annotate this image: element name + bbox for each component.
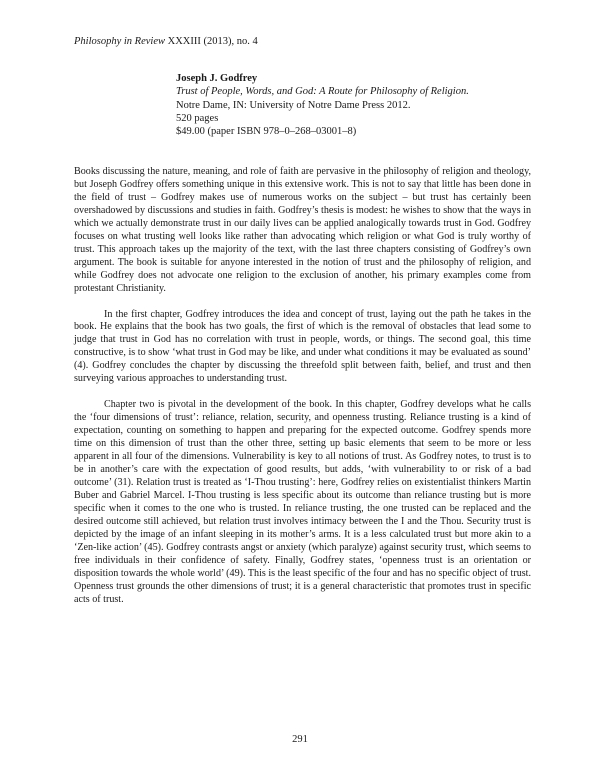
book-price: $49.00 (paper ISBN 978–0–268–03001–8) — [176, 126, 357, 138]
running-head — [74, 35, 258, 48]
book-title: Trust of People, Words, and God: A Route for Philosophy of Religion. — [176, 86, 469, 98]
page-number: 291 — [292, 734, 308, 745]
book-citation — [176, 72, 536, 138]
journal-title: Philosophy in Review — [74, 36, 165, 47]
review-body — [74, 166, 531, 620]
book-publisher: Notre Dame, IN: University of Notre Dame Press 2012. — [176, 99, 411, 111]
book-author: Joseph J. Godfrey — [176, 73, 258, 84]
paragraph-intro: Books discussing the nature, meaning, and role of faith are pervasive in the philosophy of religion and theology, but Joseph Godfrey offers something unique in this extensive work. This is not to say that little has been done in the field of trust – Godfrey makes use of numerous works on the subject – but trust has certainly been overshadowed by discussions and studies in faith. Godfrey’s thesis is modest: he wishes to show that the ways in which we actually demonstrate trust in our daily lives can be applied analogically towards trust in God. Godfrey focuses on what trusting well looks like rather than advocating which religion or what God is truly worthy of trust. This approach takes up the majority of the text, with the last three chapters consisting of Godfrey’s own argument. The book is suitable for anyone interested in the notion of trust and the philosophy of religion, and while Godfrey does not advocate one religion to the exclusion of another, his primary examples come from protestant Christianity. — [74, 166, 531, 294]
journal-issue: XXXIII (2013), no. 4 — [164, 36, 258, 47]
paragraph-chapter-two: Chapter two is pivotal in the development of the book. In this chapter, Godfrey develops what he calls the ‘four dimensions of trust’: reliance, relation, security, and openness trusting. Reliance trusting is a kind of expectation, counting on something to happen and preparing for the expected outcome. Godfrey spends more time on this dimension of trust than the other three, setting up basic elements that seem to be more or less apparent in all four of the dimensions. Vulnerability is key to all notions of trust. As Godfrey notes, to trust is to be in another’s care with the expectation of good results, but adds, ‘with vulnerability to or risk of a bad outcome’ (31). Relation trust is treated as ‘I-Thou trusting’: here, Godfrey relies on existentialist thinkers Martin Buber and Gabriel Marcel. I-Thou trusting is less specific about its outcome than reliance trusting but is more specific when it comes to the one who is trusted. In reliance trusting, the one trusted can be replaced and the desired outcome still achieved, but relation trust involves intimacy between the I and the Thou. Security trust is depicted by the image of an infant sleeping in its mother’s arms. It is a less calculated trust but more akin to a ‘Zen-like action’ (45). Godfrey contrasts angst or anxiety (which paralyze) against security trust, which seems to free individuals in their confidence of safety. Finally, Godfrey states, ‘openness trust is an orientation or disposition towards the whole world’ (49). This is the least specific of the four and has no specific object of trust. Openness trust grounds the other dimensions of trust; it is a general characteristic that promotes trust in specific acts of trust. — [74, 399, 531, 605]
paragraph-chapter-one: In the first chapter, Godfrey introduces the idea and concept of trust, laying out the path he takes in the book. He explains that the book has two goals, the first of which is the removal of obstacles that lead some to judge that trust in God has no correlation with trust in people, words, or things. The second goal, this time constructive, is to show ‘what trust in God may be like, and under what conditions it may be evaluated as sound’ (4). Godfrey concludes the chapter by discussing the threefold split between faith, belief, and trust and then surveying various approaches to understanding trust. — [74, 308, 531, 385]
book-pages: 520 pages — [176, 112, 219, 124]
